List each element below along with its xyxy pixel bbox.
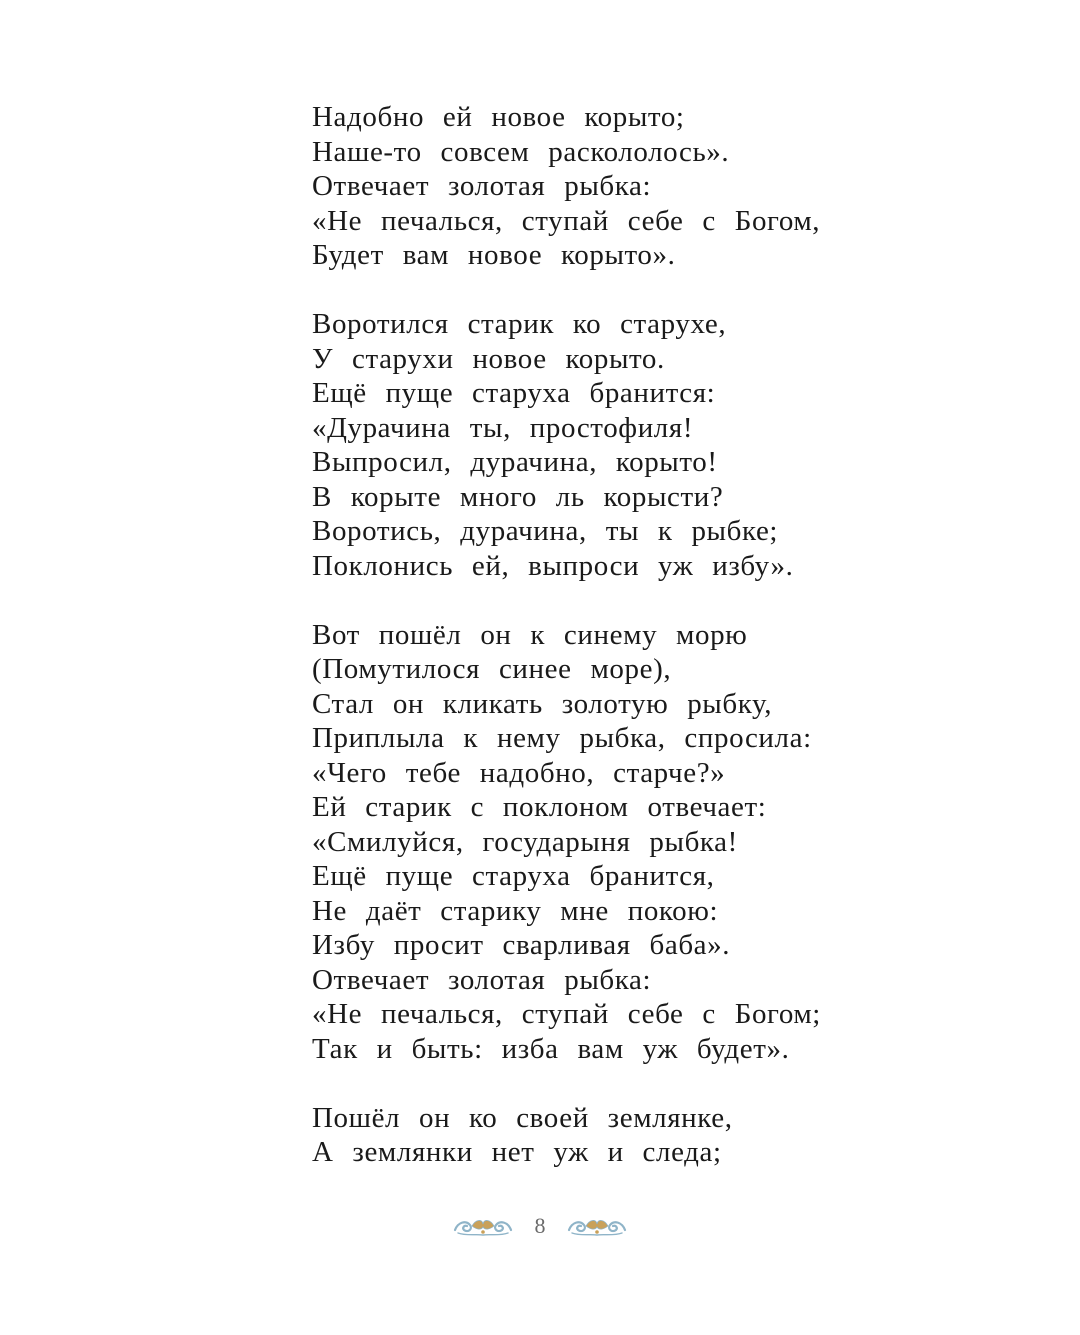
poem-line: В корыте много ль корысти? <box>312 480 724 513</box>
poem-line: Не даёт старику мне покою: <box>312 894 719 927</box>
poem-line: Стал он кликать золотую рыбку, <box>312 687 773 720</box>
poem-line: Будет вам новое корыто». <box>312 239 676 271</box>
poem-line: У старухи новое корыто. <box>312 342 665 375</box>
poem-line: Воротился старик ко старухе, <box>312 308 727 340</box>
poem-text <box>312 100 1032 1170</box>
poem-line: Пошёл он ко своей землянке, <box>312 1101 733 1134</box>
poem-line: «Дурачина ты, простофиля! <box>312 411 694 444</box>
ornament-flourish-icon <box>566 1214 628 1238</box>
poem-line: Вот пошёл он к синему морю <box>312 618 748 651</box>
page-number: 8 <box>534 1213 546 1238</box>
stanza-2 <box>312 307 1032 583</box>
page-footer <box>0 1208 1080 1244</box>
poem-line: Ещё пуще старуха бранится: <box>312 377 716 409</box>
poem-line: «Смилуйся, государыня рыбка! <box>312 825 738 858</box>
poem-line: Отвечает золотая рыбка: <box>312 963 652 996</box>
poem-line: Поклонись ей, выпроси уж избу». <box>312 549 794 582</box>
poem-line: (Помутилося синее море), <box>312 653 672 685</box>
poem-line: Надобно ей новое корыто; <box>312 101 685 133</box>
poem-line: Так и быть: изба вам уж будет». <box>312 1032 790 1065</box>
poem-line: Воротись, дурачина, ты к рыбке; <box>312 515 779 547</box>
poem-line: Выпросил, дурачина, корыто! <box>312 446 718 478</box>
poem-line: Наше-то совсем раскололось». <box>312 135 730 168</box>
poem-line: «Чего тебе надобно, старче?» <box>312 756 726 789</box>
ornament-flourish-icon <box>452 1214 514 1238</box>
stanza-4 <box>312 1101 1032 1170</box>
poem-line: Ещё пуще старуха бранится, <box>312 860 715 892</box>
stanza-3 <box>312 618 1032 1067</box>
stanza-1 <box>312 100 1032 273</box>
poem-line: Приплыла к нему рыбка, спросила: <box>312 722 812 754</box>
poem-line: Ей старик с поклоном отвечает: <box>312 791 767 823</box>
poem-line: А землянки нет уж и следа; <box>312 1136 722 1168</box>
poem-line: «Не печалься, ступай себе с Богом; <box>312 998 821 1030</box>
poem-line: «Не печалься, ступай себе с Богом, <box>312 204 821 237</box>
poem-line: Избу просит сварливая баба». <box>312 929 731 961</box>
poem-line: Отвечает золотая рыбка: <box>312 170 652 202</box>
